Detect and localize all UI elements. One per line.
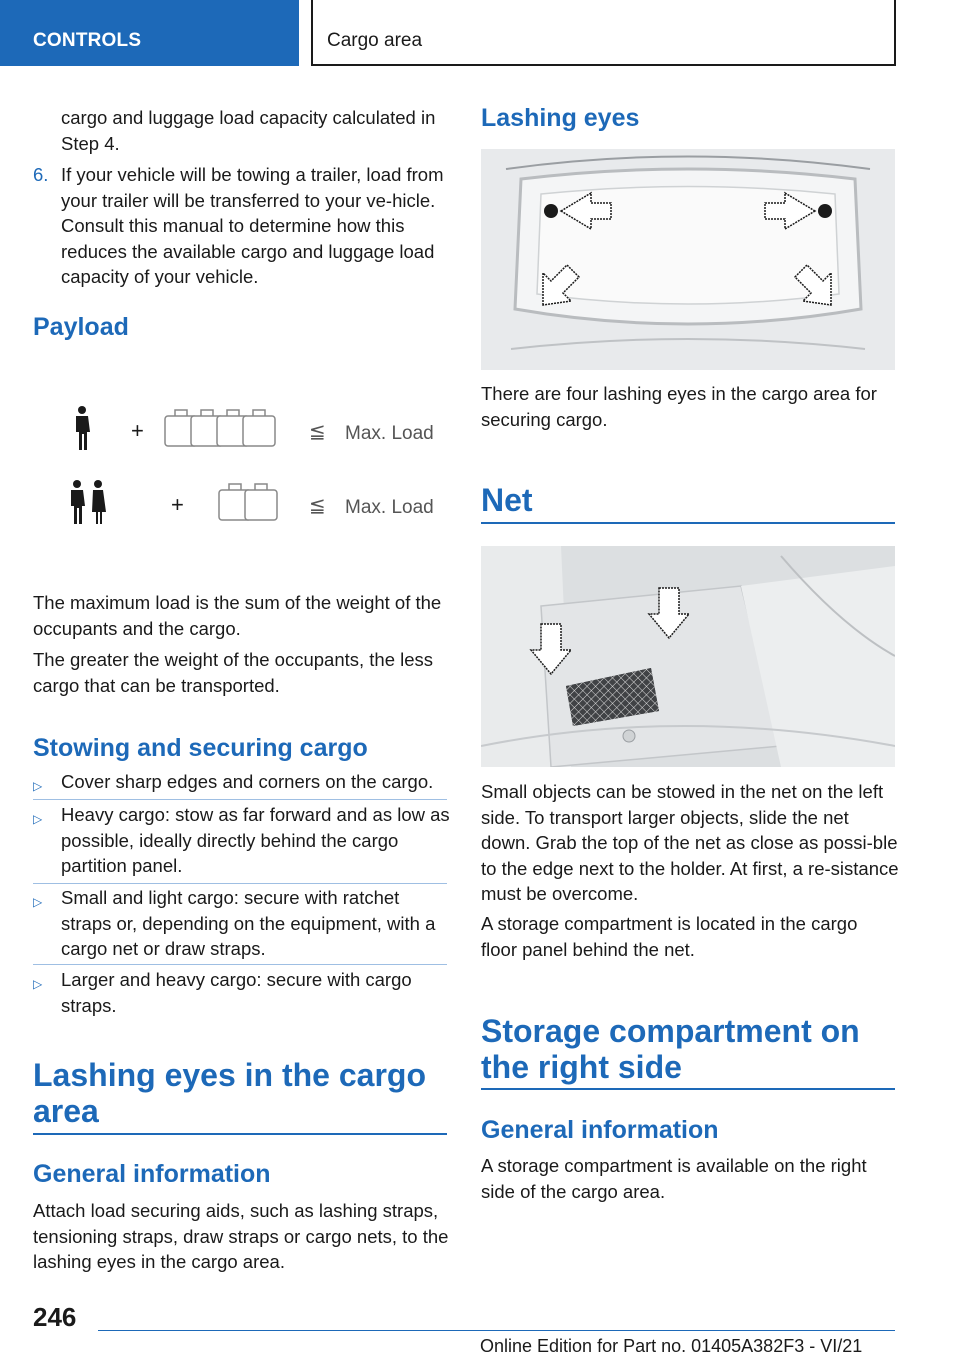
bullet-triangle-icon: ▷: [33, 977, 43, 991]
payload-paragraph-2: The greater the weight of the occupants, the less cargo that can be transported.: [33, 649, 434, 696]
lashing-eyes-heading: Lashing eyes: [481, 104, 640, 132]
storage-general-info-heading: General information: [481, 1116, 719, 1144]
plus-sign-1: +: [131, 418, 144, 443]
lashing-eyes-image: [481, 149, 895, 370]
lashing-cargo-heading: Lashing eyes in the cargo area: [33, 1057, 426, 1129]
payload-paragraph-1: The maximum load is the sum of the weight of the occupants and the cargo.: [33, 592, 442, 639]
bullet-triangle-icon: ▷: [33, 779, 43, 793]
bullet-divider: [33, 799, 447, 800]
step-6-text: If your vehicle will be towing a trailer, load from your trailer will be transferred to your ve-hicle. Consult this manual to determine how this reduces the available cargo and luggage load capacity of your vehicle.: [61, 164, 444, 287]
net-heading: Net: [481, 482, 533, 518]
lashing-eye-front-left: [544, 204, 558, 218]
max-load-label-1: Max. Load: [345, 423, 434, 444]
general-info-heading: General information: [33, 1160, 271, 1188]
two-persons-icon: [71, 480, 106, 524]
edition-text: Online Edition for Part no. 01405A382F3 - VI/21: [480, 1336, 863, 1356]
bullet-divider: [33, 883, 447, 884]
section-label: CONTROLS: [33, 30, 142, 51]
bullet-text: Heavy cargo: stow as far forward and as low as possible, ideally directly behind the cargo partition panel.: [61, 804, 450, 876]
heading-rule: [33, 1133, 447, 1135]
person-icon: [76, 406, 90, 450]
chapter-title: Cargo area: [327, 30, 423, 51]
step-6-number: 6.: [33, 164, 49, 185]
footer-rule: [98, 1330, 895, 1331]
section-tab: [0, 0, 299, 66]
leq-sign-2: ≦: [309, 493, 326, 517]
heading-rule: [481, 522, 895, 524]
bullet-triangle-icon: ▷: [33, 895, 43, 909]
leq-sign-1: ≦: [309, 419, 326, 443]
chapter-title-box: [311, 0, 896, 66]
payload-figure: [63, 400, 443, 530]
storage-heading: Storage compartment on the right side: [481, 1013, 860, 1085]
net-image: [481, 546, 895, 767]
storage-general-info-text: A storage compartment is available on the right side of the cargo area.: [481, 1155, 867, 1202]
luggage-icon-group-4: [165, 410, 275, 446]
lashing-eyes-text: There are four lashing eyes in the cargo area for securing cargo.: [481, 383, 877, 430]
lashing-eye-front-right: [818, 204, 832, 218]
bullet-text: Small and light cargo: secure with ratchet straps or, depending on the equipment, with a cargo net or draw straps.: [61, 887, 436, 959]
luggage-icon-group-2: [219, 484, 277, 520]
stowing-heading: Stowing and securing cargo: [33, 734, 368, 762]
payload-heading: Payload: [33, 313, 129, 341]
page-number: 246: [33, 1302, 77, 1332]
net-paragraph-2: A storage compartment is located in the cargo floor panel behind the net.: [481, 913, 858, 960]
bullet-triangle-icon: ▷: [33, 812, 43, 826]
step-6: [33, 162, 447, 292]
heading-rule: [481, 1088, 895, 1090]
bullet-divider: [33, 964, 447, 965]
plus-sign-2: +: [171, 492, 184, 517]
step5-continuation: cargo and luggage load capacity calculated in Step 4.: [61, 107, 436, 154]
bullet-text: Cover sharp edges and corners on the cargo.: [61, 771, 434, 792]
general-info-text: Attach load securing aids, such as lashing straps, tensioning straps, draw straps or cargo nets, to the lashing eyes in the cargo area.: [33, 1200, 449, 1272]
max-load-label-2: Max. Load: [345, 497, 434, 518]
bullet-text: Larger and heavy cargo: secure with cargo straps.: [61, 969, 412, 1016]
net-paragraph-1: Small objects can be stowed in the net on the left side. To transport larger objects, slide the net down. Grab the top of the net as close as possi-ble to the edge next to the holder. At first, a re-sistance must be overcome.: [481, 781, 899, 904]
